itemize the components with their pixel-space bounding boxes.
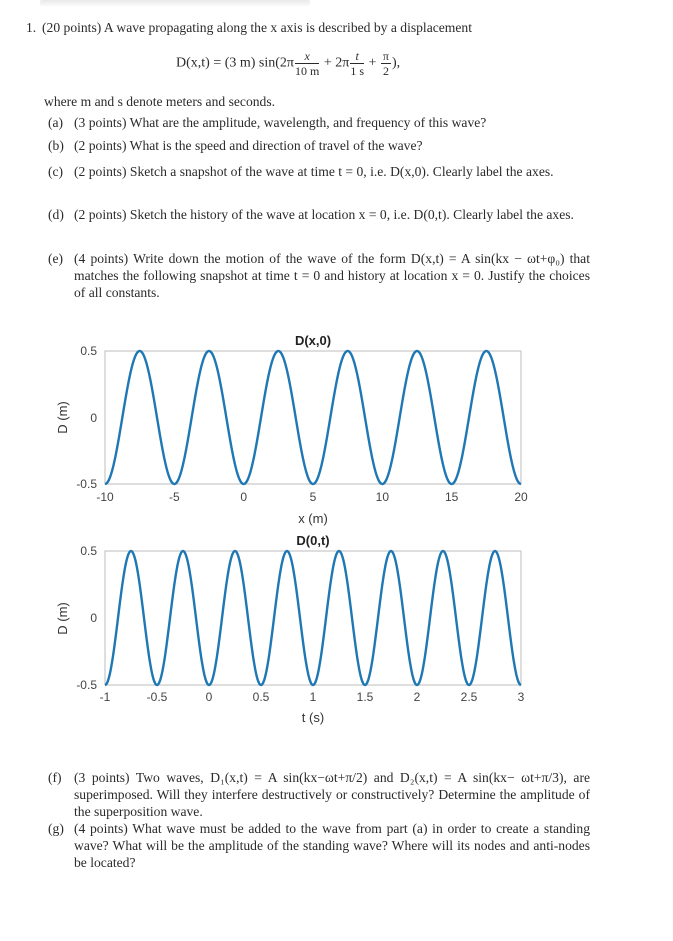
x-tick: 20 — [514, 490, 528, 504]
part-text: (4 points) Write down the motion of the wave of the form D(x,t) = A sin(kx − ωt+φ₀) that matches the following snapshot at time t = 0 and history at location x = 0. Justify the choices of all constants. — [74, 251, 590, 300]
x-tick: 0.5 — [252, 690, 270, 704]
y-axis-label: D (m) — [54, 401, 70, 434]
y-tick: 0.5 — [80, 544, 97, 558]
fraction-t: $\frac{t}{1 s}$ — [350, 49, 364, 78]
x-axis-label: x (m) — [298, 511, 328, 526]
chart-title: D(x,0) — [294, 333, 332, 348]
equation-plus: + — [368, 55, 377, 71]
part-label: (e) — [48, 251, 64, 266]
problem-number: 1. — [26, 20, 37, 35]
part-text: (4 points) What wave must be added to the wave from part (a) in order to create a standing wave? What will be the amplitude of the standing wave? Where will its nodes and anti-nodes be located? — [74, 821, 590, 870]
y-tick: 0 — [90, 611, 97, 625]
x-tick: 15 — [444, 490, 459, 504]
part-label: (b) — [48, 138, 64, 153]
x-tick: 2.5 — [460, 690, 478, 704]
problem-intro: (20 points) A wave propagating along the x axis is described by a displacement — [42, 20, 472, 35]
part-text: (2 points) Sketch a snapshot of the wave at time t = 0, i.e. D(x,0). Clearly label the axes. — [74, 164, 554, 179]
fraction-x: $\frac{x}{10 m}$ — [295, 49, 320, 78]
x-tick: 0 — [205, 690, 213, 704]
equation-end: ), — [391, 55, 401, 71]
y-tick: 0.5 — [80, 344, 97, 358]
part-text: (2 points) Sketch the history of the wave at location x = 0, i.e. D(0,t). Clearly label the axes. — [74, 207, 574, 222]
x-tick: -0.5 — [146, 690, 168, 704]
x-tick: 3 — [517, 690, 525, 704]
part-label: (a) — [48, 115, 64, 130]
part-label: (c) — [48, 164, 64, 179]
y-tick: -0.5 — [76, 678, 97, 692]
equation-mid: + 2π — [323, 55, 350, 71]
x-tick: 1.5 — [356, 690, 374, 704]
fraction-pi: $\frac{\pi}{2}$ — [382, 49, 389, 78]
x-tick: -5 — [168, 490, 180, 504]
wave-line — [105, 551, 521, 685]
x-tick: 0 — [240, 490, 247, 504]
equation-lhs: D(x,t) = (3 m) sin(2π — [176, 55, 295, 71]
x-tick: 5 — [309, 490, 317, 504]
x-axis-label: t (s) — [301, 710, 325, 725]
chart-title: D(0,t) — [296, 533, 330, 548]
part-label: (d) — [48, 207, 64, 222]
part-label: (f) — [48, 770, 62, 785]
x-tick: 10 — [375, 490, 390, 504]
plot-frame — [105, 551, 521, 685]
part-label: (g) — [48, 821, 64, 836]
units-note: where m and s denote meters and seconds. — [44, 94, 276, 109]
x-tick: 1 — [309, 690, 317, 704]
x-tick: -1 — [99, 690, 111, 704]
part-text: (3 points) What are the amplitude, wavelength, and frequency of this wave? — [74, 115, 487, 130]
part-text: (2 points) What is the speed and direction of travel of the wave? — [74, 138, 423, 153]
x-tick: 2 — [413, 690, 421, 704]
x-tick: -10 — [96, 490, 114, 504]
part-text: (3 points) Two waves, D₁(x,t) = A sin(kx−ωt+π/2) and D₂(x,t) = A sin(kx− ωt+π/3), are superimposed. Will they interfere destructively or constructively? Determine the amplitude of the superposition wave. — [74, 770, 590, 819]
y-tick: -0.5 — [76, 477, 97, 491]
y-axis-label: D (m) — [54, 602, 70, 635]
y-tick: 0 — [90, 411, 97, 425]
